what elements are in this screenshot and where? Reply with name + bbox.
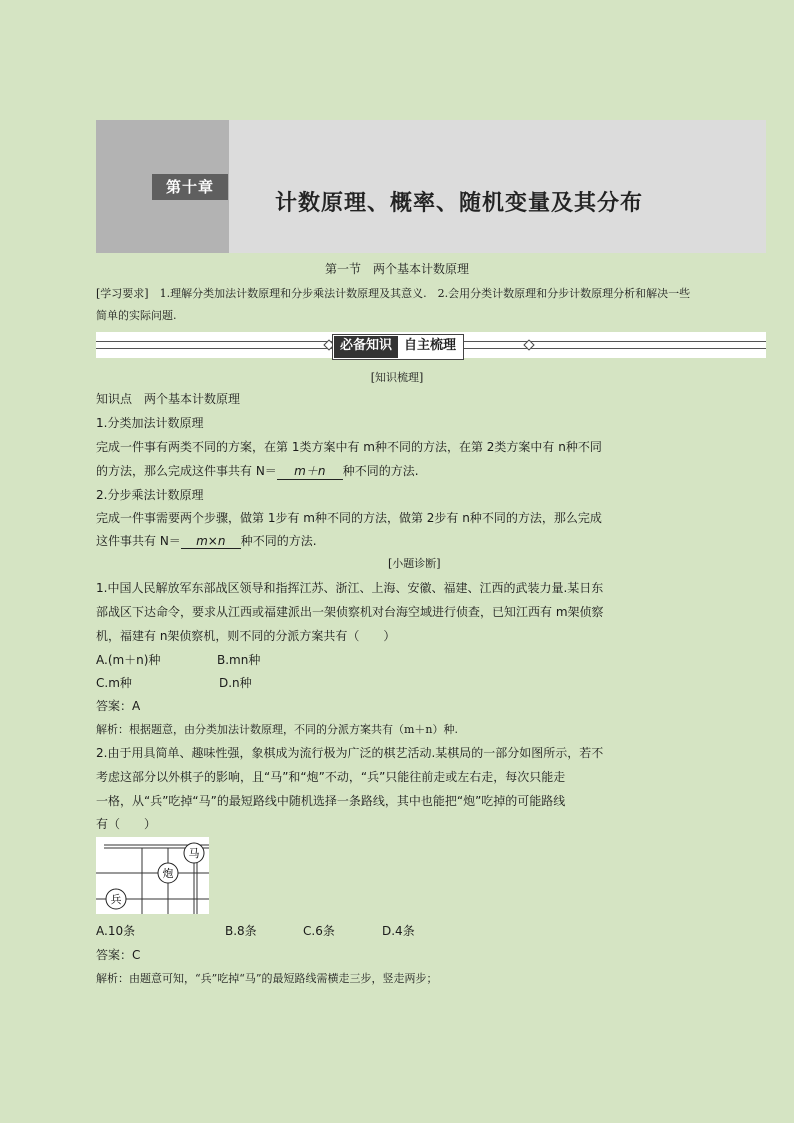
knowledge-bar-label <box>332 334 464 360</box>
q2-explanation: 解析：由题意可知，“兵”吃掉“马”的最短路线需横走三步，竖走两步； <box>96 972 438 985</box>
mul-line2-pre: 这件事共有 N＝ <box>96 534 181 548</box>
chapter-title: 计数原理、概率、随机变量及其分布 <box>275 191 644 216</box>
q1-explanation: 解析：根据题意，由分类加法计数原理，不同的分派方案共有（m＋n）种. <box>96 723 459 736</box>
mul-principle-line2 <box>96 532 317 549</box>
q2-answer: 答案：C <box>96 948 141 962</box>
q1-answer: 答案：A <box>96 699 141 713</box>
section-title: 第一节 两个基本计数原理 <box>324 262 469 276</box>
q2-option-c: C.6条 <box>303 924 335 938</box>
add-line2-post: 种不同的方法. <box>342 464 419 478</box>
bar-label-right: 自主梳理 <box>398 336 462 358</box>
chess-board-figure <box>96 837 209 914</box>
q1-line3: 机，福建有 n架侦察机，则不同的分派方案共有（ ） <box>96 629 396 643</box>
mul-principle-line1: 完成一件事需要两个步骤，做第 1步有 m种不同的方法，做第 2步有 n种不同的方法，那么完成 <box>96 511 602 525</box>
quiz-heading: [小题诊断] <box>388 557 441 570</box>
q2-line1: 2.由于用具简单、趣味性强，象棋成为流行极为广泛的棋艺活动.某棋局的一部分如图所示，若不 <box>96 746 604 760</box>
add-blank: m＋n <box>277 462 343 480</box>
add-principle-title: 1.分类加法计数原理 <box>96 416 204 430</box>
bar-label-left: 必备知识 <box>334 336 398 358</box>
q1-option-b: B.mn种 <box>217 653 261 667</box>
svg-text:炮: 炮 <box>162 867 174 880</box>
q2-option-a: A.10条 <box>96 924 136 938</box>
mul-blank: m×n <box>181 534 241 549</box>
q2-option-b: B.8条 <box>225 924 257 938</box>
q2-line3: 一格，从“兵”吃掉“马”的最短路线中随机选择一条路线，其中也能把“炮”吃掉的可能路线 <box>96 794 566 808</box>
q1-option-d: D.n种 <box>219 676 252 690</box>
q1-line1: 1.中国人民解放军东部战区领导和指挥江苏、浙江、上海、安徽、福建、江西的武装力量.某日东 <box>96 581 604 595</box>
q2-line4: 有（ ） <box>96 817 157 831</box>
piece-bing <box>106 889 126 909</box>
add-principle-line2 <box>96 462 419 480</box>
add-line2-pre: 的方法，那么完成这件事共有 N＝ <box>96 464 277 478</box>
q1-option-a: A.(m＋n)种 <box>96 653 161 667</box>
q1-line2: 部战区下达命令，要求从江西或福建派出一架侦察机对台海空域进行侦查，已知江西有 m架侦察 <box>96 605 604 619</box>
learning-requirements: [学习要求] 1.理解分类加法计数原理和分步乘法计数原理及其意义. 2.会用分类计数原理和分步计数原理分析和解决一些简单的实际问题. <box>96 287 691 322</box>
add-principle-line1: 完成一件事有两类不同的方案，在第 1类方案中有 m种不同的方法，在第 2类方案中有 n种不同 <box>96 440 602 454</box>
mul-line2-post: 种不同的方法. <box>240 534 317 548</box>
chapter-label: 第十章 <box>152 174 228 200</box>
q1-option-c: C.m种 <box>96 676 132 690</box>
knowledge-point: 知识点 两个基本计数原理 <box>96 392 241 406</box>
q2-line2: 考虑这部分以外棋子的影响，且“马”和“炮”不动，“兵”只能往前走或左右走，每次只能走 <box>96 770 566 784</box>
mul-principle-title: 2.分步乘法计数原理 <box>96 488 204 502</box>
q2-option-d: D.4条 <box>382 924 415 938</box>
knowledge-bar <box>96 332 766 358</box>
piece-ma <box>184 843 204 863</box>
svg-text:兵: 兵 <box>110 893 122 906</box>
piece-pao <box>158 863 178 883</box>
svg-text:马: 马 <box>188 847 200 860</box>
knowledge-heading: [知识梳理] <box>370 371 424 384</box>
